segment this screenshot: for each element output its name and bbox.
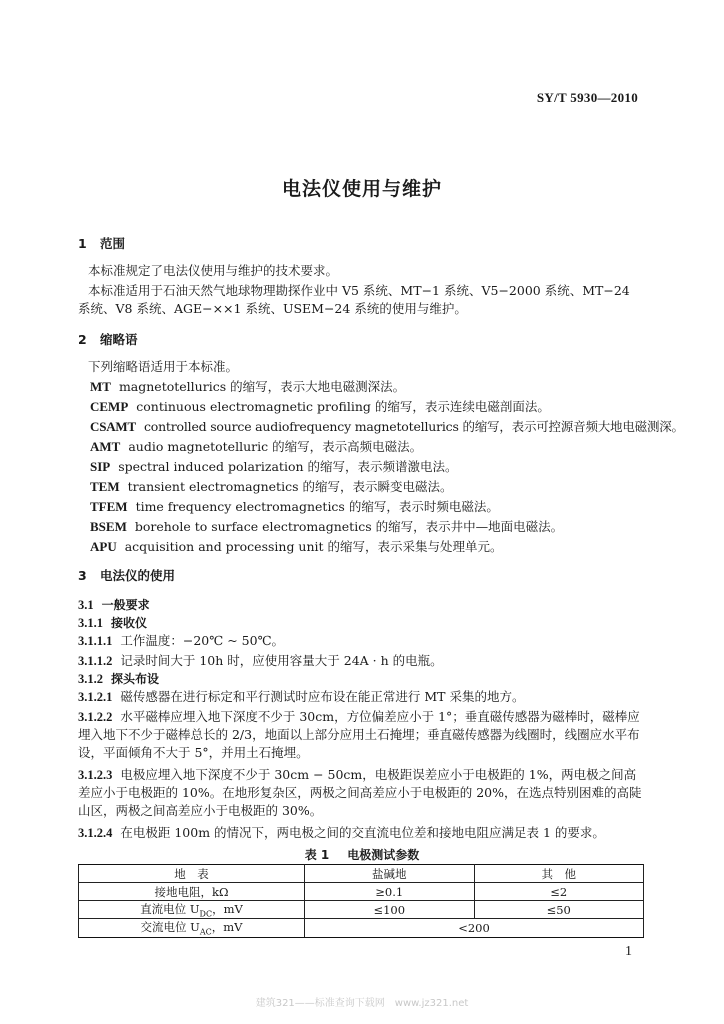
electrode-parameters-table	[78, 864, 644, 938]
clause-3-1-1-1	[78, 632, 646, 650]
cell-saline: ≥0.1	[305, 883, 475, 901]
section-2-heading	[78, 330, 138, 348]
clause-3-1-2	[78, 670, 646, 688]
clause-3-1-2-1	[78, 688, 646, 706]
scope-paragraph-1: 本标准规定了电法仪使用与维护的技术要求。	[88, 263, 339, 278]
clause-heading: 探头布设	[111, 672, 160, 686]
section-number: 1	[78, 236, 87, 251]
clause-number: 3.1.1	[78, 616, 103, 630]
abbreviation-desc: acquisition and processing unit 的缩写，表示采集与处理单元。	[124, 539, 503, 554]
table-caption-text: 电极测试参数	[347, 848, 420, 862]
abbreviation-desc: time frequency electromagnetics 的缩写，表示时频电磁法。	[135, 499, 499, 514]
clause-3-1-2-3	[78, 766, 646, 820]
abbreviation-term: BSEM	[90, 519, 127, 534]
clause-number: 3.1.1.2	[78, 654, 113, 668]
table-caption	[0, 846, 724, 863]
column-header: 其 他	[474, 865, 644, 883]
section-title: 电法仪的使用	[100, 568, 176, 583]
abbreviation-term: CEMP	[90, 399, 129, 414]
section-number: 2	[78, 332, 87, 347]
document-title: 电法仪使用与维护	[281, 178, 442, 200]
abbreviation-item	[90, 378, 646, 396]
abbreviation-intro: 下列缩略语适用于本标准。	[88, 359, 239, 374]
cell-merged: <200	[305, 919, 644, 937]
clause-text: 工作温度：−20℃ ~ 50℃。	[120, 633, 285, 648]
abbreviation-term: APU	[90, 539, 117, 554]
clause-heading: 一般要求	[101, 598, 150, 612]
clause-number: 3.1.2	[78, 672, 103, 686]
row-name: 交流电位 $U_{AC}$，mV	[79, 919, 305, 937]
column-header: 地 表	[79, 865, 305, 883]
clause-number: 3.1.2.3	[78, 768, 113, 782]
abbreviation-term: TEM	[90, 479, 120, 494]
abbreviation-item	[90, 498, 646, 516]
column-header: 盐碱地	[305, 865, 475, 883]
abbreviation-item	[90, 418, 684, 436]
table-row	[79, 883, 644, 901]
abbreviation-desc: borehole to surface electromagnetics 的缩写，表示井中—地面电磁法。	[134, 519, 564, 534]
clause-text: 电极应埋入地下深度不少于 30cm − 50cm，电极距误差应小于电极距的 1%，两电极之间高差应小于电极距的 10%。在地形复杂区，两极之间高差应小于电极距的 20%，在选点特别困难的高陡山区，两极之间高差应小于电极距的 30%。	[78, 767, 642, 818]
clause-number: 3.1.1.1	[78, 634, 113, 648]
clause-3-1	[78, 596, 646, 614]
abbreviation-term: TFEM	[90, 499, 128, 514]
abbreviation-term: MT	[90, 379, 111, 394]
abbreviation-item	[90, 478, 646, 496]
page-number: 1	[625, 944, 632, 959]
clause-text: 在电极距 100m 的情况下，两电极之间的交直流电位差和接地电阻应满足表 1 的要求。	[120, 825, 605, 840]
abbreviation-item	[90, 398, 646, 416]
scope-paragraph-2: 本标准适用于石油天然气地球物理勘探作业中 V5 系统、MT−1 系统、V5−2000 系统、MT−24 系统、V8 系统、AGE−××1 系统、USEM−24 系统的使用与维护。	[78, 283, 630, 316]
clause-heading: 接收仪	[111, 616, 148, 630]
abbreviation-item	[90, 458, 646, 476]
abbreviation-desc: continuous electromagnetic profiling 的缩写，表示连续电磁剖面法。	[136, 399, 550, 414]
watermark: 建筑321——标准查询下载网 www.jz321.net	[255, 998, 469, 1009]
row-name: 直流电位 $U_{DC}$，mV	[79, 901, 305, 919]
abbreviation-term: SIP	[90, 459, 111, 474]
row-name: 接地电阻，kΩ	[79, 883, 305, 901]
clause-text: 记录时间大于 10h 时，应使用容量大于 24A · h 的电瓶。	[120, 653, 443, 668]
abbreviation-term: AMT	[90, 439, 121, 454]
section-number: 3	[78, 568, 87, 583]
cell-saline: ≤100	[305, 901, 475, 919]
abbreviation-desc: transient electromagnetics 的缩写，表示瞬变电磁法。	[127, 479, 453, 494]
cell-other: ≤2	[474, 883, 644, 901]
abbreviation-item	[90, 518, 646, 536]
table-header-row	[79, 865, 644, 883]
table-row	[79, 919, 644, 937]
abbreviation-desc: spectral induced polarization 的缩写，表示频谱激电法。	[118, 459, 458, 474]
clause-text: 磁传感器在进行标定和平行测试时应布设在能正常进行 MT 采集的地方。	[120, 689, 525, 704]
clause-3-1-1	[78, 614, 646, 632]
clause-number: 3.1.2.2	[78, 710, 113, 724]
abbreviation-desc: controlled source audiofrequency magnetotellurics 的缩写，表示可控源音频大地电磁测深。	[143, 419, 684, 434]
standard-number: SY/T 5930—2010	[536, 90, 638, 105]
clause-3-1-1-2	[78, 652, 646, 670]
clause-3-1-2-2	[78, 708, 646, 762]
clause-text: 水平磁棒应埋入地下深度不少于 30cm，方位偏差应小于 1°；垂直磁传感器为磁棒时，磁棒应埋入地下不少于磁棒总长的 2/3，地面以上部分应用土石掩埋；垂直磁传感器为线圈时，线圈应水平布设，平面倾角不大于 5°，并用土石掩埋。	[78, 709, 640, 760]
abbreviation-desc: magnetotellurics 的缩写，表示大地电磁测深法。	[118, 379, 406, 394]
section-1-heading	[78, 234, 125, 252]
clause-number: 3.1.2.1	[78, 690, 113, 704]
abbreviation-desc: audio magnetotelluric 的缩写，表示高频电磁法。	[128, 439, 423, 454]
clause-number: 3.1	[78, 598, 94, 612]
table-row	[79, 901, 644, 919]
clause-number: 3.1.2.4	[78, 826, 113, 840]
section-3-heading	[78, 566, 175, 584]
abbreviation-term: CSAMT	[90, 419, 136, 434]
section-title: 范围	[100, 236, 126, 251]
abbreviation-item	[90, 438, 646, 456]
table-label: 表 1	[304, 848, 330, 862]
clause-3-1-2-4	[78, 824, 646, 842]
section-title: 缩略语	[100, 332, 138, 347]
abbreviation-item	[90, 538, 646, 556]
cell-other: ≤50	[474, 901, 644, 919]
